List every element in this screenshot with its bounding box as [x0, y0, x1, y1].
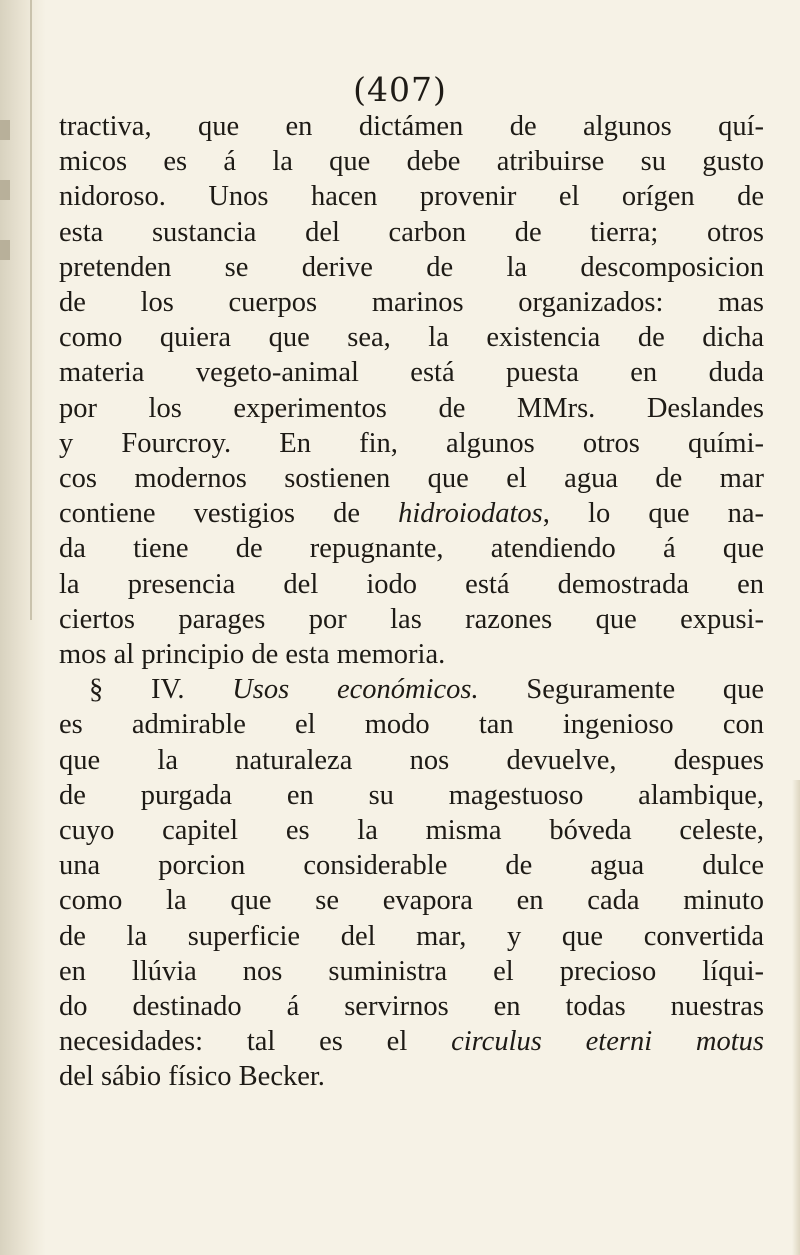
text-fragment: Seguramente que: [478, 674, 764, 706]
text-line: cuyo capitel es la misma bóveda celeste,: [59, 815, 764, 847]
gutter-mark: [0, 180, 10, 200]
section-number: § IV.: [89, 674, 233, 706]
text-line: do destinado á servirnos en todas nuestras: [59, 991, 764, 1023]
text-line: da tiene de repugnante, atendiendo á que: [59, 533, 764, 565]
binding-gutter: [0, 0, 46, 1255]
text-line: es admirable el modo tan ingenioso con: [59, 709, 764, 741]
text-fragment: , lo que na-: [542, 498, 764, 530]
page-edge-shadow: [792, 780, 800, 1255]
gutter-mark: [0, 120, 10, 140]
section-heading-line: [59, 672, 764, 707]
text-line: esta sustancia del carbon de tierra; otros: [59, 216, 764, 248]
text-line: y Fourcroy. En fin, algunos otros quími-: [59, 427, 764, 459]
text-line: micos es á la que debe atribuirse su gusto: [59, 146, 764, 178]
text-line: en llúvia nos suministra el precioso líqui-: [59, 955, 764, 987]
text-line: mos al principio de esta memoria.: [59, 639, 446, 671]
text-line: una porcion considerable de agua dulce: [59, 850, 764, 882]
text-fragment: necesidades: tal es el: [59, 1026, 452, 1058]
gutter-mark: [0, 240, 10, 260]
text-line: [59, 496, 764, 531]
text-line: como la que se evapora en cada minuto: [59, 885, 764, 917]
text-line: [59, 1024, 764, 1059]
text-line: que la naturaleza nos devuelve, despues: [59, 744, 764, 776]
italic-term: hidroiodatos: [398, 498, 543, 530]
text-line: de los cuerpos marinos organizados: mas: [59, 287, 764, 319]
text-line: la presencia del iodo está demostrada en: [59, 568, 764, 600]
italic-term: circulus eterni motus: [451, 1026, 765, 1058]
text-line: cos modernos sostienen que el agua de mar: [59, 463, 764, 495]
text-line: del sábio físico Becker.: [59, 1061, 325, 1093]
text-line: tractiva, que en dictámen de algunos quí-: [59, 111, 764, 142]
text-fragment: contiene vestigios de: [59, 498, 399, 530]
section-title: Usos económicos.: [232, 674, 479, 706]
body-text: [59, 109, 764, 1095]
text-line: como quiera que sea, la existencia de dicha: [59, 322, 764, 354]
text-line: materia vegeto-animal está puesta en duda: [59, 357, 764, 389]
page-number: (407): [353, 70, 447, 109]
text-line: de la superficie del mar, y que convertida: [59, 920, 764, 952]
text-line: de purgada en su magestuoso alambique,: [59, 779, 764, 811]
text-line: pretenden se derive de la descomposicion: [59, 251, 764, 283]
text-line: ciertos parages por las razones que expusi-: [59, 603, 764, 635]
text-line: por los experimentos de MMrs. Deslandes: [59, 392, 764, 424]
text-line: nidoroso. Unos hacen provenir el orígen de: [59, 181, 764, 213]
